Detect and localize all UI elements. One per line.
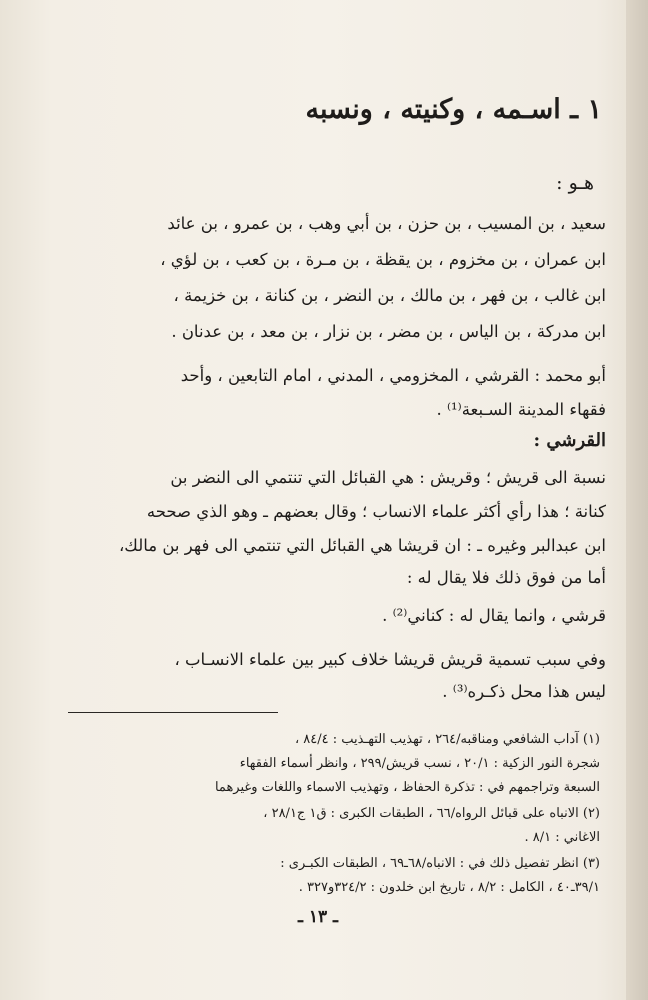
footnote-line: (١) آداب الشافعي ومناقبه/٢٦٤ ، تهذيب التهـذيب : ٨٤/٤ ، (294, 732, 600, 747)
kunya-line: فقهاء المدينة السـبعة⁽¹⁾ . (436, 400, 606, 419)
footnote-line: (٣) انظر تفصيل ذلك في : الانباه/٦٨ـ٦٩ ، الطبقات الكبـرى : (280, 856, 600, 871)
paragraph-line: ابن عبدالبر وغيره ـ : ان قريشا هي القبائل التي تنتمي الى فهر بن مالك، (118, 536, 606, 555)
page-edge (626, 0, 648, 1000)
chapter-title: ١ ـ اسـمه ، وكنيته ، ونسبه (305, 94, 602, 125)
paragraph-line: كنانة ؛ هذا رأي أكثر علماء الانساب ؛ وقال بعضهم ـ وهو الذي صححه (146, 502, 606, 521)
lineage-line: ابن مدركة ، بن الياس ، بن مضر ، بن نزار ، بن معد ، بن عدنان . (171, 322, 606, 341)
paragraph-line: وفي سبب تسمية قريش قريشا خلاف كبير بين علماء الانسـاب ، (174, 650, 606, 669)
footnote-line: السبعة وتراجمهم في : تذكرة الحفاظ ، وتهذيب الاسماء واللغات وغيرهما (214, 780, 600, 795)
page-number: ـ ١٣ ـ (297, 907, 339, 927)
page-content (30, 0, 606, 1000)
footnote-line: ٣٩/١ـ٤٠ ، الكامل : ٨/٢ ، تاريخ ابن خلدون : ٣٢٤/٢و٣٢٧ . (298, 880, 600, 895)
paragraph-line: أما من فوق ذلك فلا يقال له : (406, 568, 606, 587)
kunya-line: أبو محمد : القرشي ، المخزومي ، المدني ، امام التابعين ، وأحد (180, 366, 606, 385)
lineage-line: ابن عمران ، بن مخزوم ، بن يقظة ، بن مـرة ، بن كعب ، بن لؤي ، (160, 250, 606, 269)
footnote-line: شجرة النور الزكية : ٢٠/١ ، نسب قريش/٢٩٩ ، وانظر أسماء الفقهاء (239, 756, 600, 771)
section-heading: القرشي : (533, 430, 606, 451)
lineage-line: سعيد ، بن المسيب ، بن حزن ، بن أبي وهب ، بن عمرو ، بن عائد (167, 214, 606, 233)
intro-word: هـو : (556, 172, 594, 194)
lineage-line: ابن غالب ، بن فهر ، بن مالك ، بن النضر ، بن كنانة ، بن خزيمة ، (173, 286, 606, 305)
footnote-line: الاغاني : ٨/١ . (524, 830, 600, 845)
paragraph-line: ليس هذا محل ذكـره⁽³⁾ . (442, 682, 606, 701)
paragraph-line: قرشي ، وانما يقال له : كناني⁽²⁾ . (382, 606, 606, 625)
footnote-line: (٢) الانباه على قبائل الرواه/٦٦ ، الطبقات الكبرى : ق١ ج٢٨/١ ، (263, 806, 600, 821)
paragraph-line: نسبة الى قريش ؛ وقريش : هي القبائل التي تنتمي الى النضر بن (170, 468, 606, 487)
footnote-divider (68, 712, 278, 713)
